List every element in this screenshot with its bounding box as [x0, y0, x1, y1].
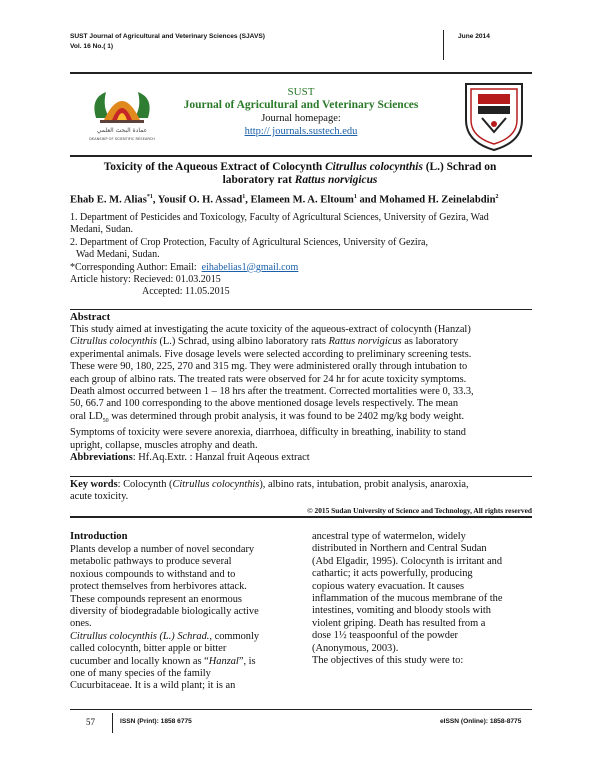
history-received: Article history: Recieved: 01.03.2015	[70, 274, 221, 286]
corresponding-author: *Corresponding Author: Email: eihabelias1@gmail.com	[70, 261, 299, 273]
author: Mohamed H. Zeinelabdin	[379, 194, 496, 206]
affiliation-2-line2: Wad Medani, Sudan.	[76, 249, 160, 261]
abstract-heading: Abstract	[70, 311, 111, 323]
abstract-top-rule	[70, 309, 532, 310]
intro-line: noxious compounds to withstand and to	[70, 568, 236, 580]
author: Ehab E. M. Alias	[70, 194, 147, 206]
intro-right-column	[312, 531, 532, 667]
intro-line: violent griping. Death has resulted from a	[312, 617, 486, 629]
abstract-line: Death almost occurred between 1 – 18 hrs after the treatment. Corrected mortalities were 0, 33.3,	[70, 386, 474, 398]
abstract-line: These were 90, 180, 225, 270 and 315 mg. They were administered orally through intubation to	[70, 361, 468, 373]
intro-line: cathartic; it acts powerfully, producing	[312, 568, 473, 580]
issn-online: eISSN (Online): 1858-8775	[440, 718, 522, 725]
crest-shield-icon	[466, 84, 522, 150]
abstract-body	[70, 324, 532, 465]
university-logo	[76, 78, 168, 148]
affiliation-2-line1: 2. Department of Crop Protection, Faculty of Agricultural Sciences, University of Gezira,	[70, 236, 428, 248]
intro-line: The objectives of this study were to:	[312, 655, 464, 667]
intro-line: metabolic pathways to produce several	[70, 556, 232, 568]
masthead-homepage-link[interactable]: http:// journals.sustech.edu	[244, 126, 358, 137]
intro-line: one of many species of the family	[70, 668, 211, 680]
sust-crest	[462, 80, 526, 152]
article-title-line2: laboratory rat Rattus norvigicus	[222, 174, 378, 186]
intro-line: ancestral type of watermelon, widely	[312, 531, 466, 542]
running-header-date: June 2014	[458, 33, 490, 40]
affiliation-1-line1: 1. Department of Pesticides and Toxicology, Faculty of Agricultural Sciences, University of Gezira, Wad	[70, 212, 489, 223]
intro-line: cucumber and locally known as “Hanzal”, is	[70, 655, 256, 667]
abstract-line: each group of albino rats. The treated rats were observed for 24 hr for acute toxicity symptoms.	[70, 373, 467, 385]
intro-line: These compounds represent an enormous	[70, 593, 242, 605]
intro-line: intestines, vomiting and bloody stools with	[312, 605, 491, 617]
affiliations	[70, 212, 540, 299]
svg-text:DEANSHIP OF SCIENTIFIC RESEARC: DEANSHIP OF SCIENTIFIC RESEARCH	[89, 137, 155, 141]
masthead-top-rule	[70, 72, 532, 74]
intro-line: Plants develop a number of novel secondary	[70, 544, 255, 555]
masthead-homepage-label: Journal homepage:	[261, 113, 341, 124]
intro-left-column	[70, 544, 292, 693]
intro-line: ones.	[70, 618, 92, 630]
running-header-journal: SUST Journal of Agricultural and Veterinary Sciences (SJAVS)	[70, 33, 265, 40]
svg-text:عمادة البحث العلمي: عمادة البحث العلمي	[96, 127, 148, 134]
intro-line: dose 1½ teaspoonful of the powder	[312, 630, 459, 642]
page-number: 57	[86, 717, 95, 727]
abstract-line: experimental animals. Five dosage levels were selected according to preliminary screening tests.	[70, 348, 472, 360]
intro-line: Cucurbitaceae. It is a wild plant; it is an	[70, 680, 236, 692]
issn-print: ISSN (Print): 1858 6775	[120, 718, 192, 725]
header-divider	[443, 30, 444, 60]
logo-emblem-icon	[94, 92, 149, 123]
abbreviations: Abbreviations: Hf.Aq.Extr. : Hanzal fruit Aqeous extract	[70, 452, 310, 464]
intro-line: protect themselves from herbivores attack.	[70, 581, 247, 593]
corresponding-email-link[interactable]: eihabelias1@gmail.com	[201, 261, 299, 273]
masthead-sust: SUST	[287, 86, 315, 98]
intro-line: called colocynth, bitter apple or bitter	[70, 643, 227, 655]
abstract-line: This study aimed at investigating the acute toxicity of the aqueous-extract of colocynth (Hanzal)	[70, 324, 471, 335]
intro-line: inflammation of the mucous membrane of the	[312, 593, 503, 605]
affiliation-1-line2: Medani, Sudan.	[70, 224, 134, 236]
footer-rule	[70, 709, 532, 710]
copyright-notice: © 2015 Sudan University of Science and Technology, All rights reserved	[307, 506, 532, 515]
abstract-line: oral $LD_{50}$ was determined through probit analysis, it was found to be 2402 mg/kg body weight.	[70, 410, 465, 424]
intro-line: (Anonymous, 2003).	[312, 642, 399, 654]
intro-line: (Abd Elgadir, 1995). Colocynth is irritant and	[312, 555, 503, 567]
intro-line: Citrullus colocynthis (L.) Schrad., commonly	[70, 630, 260, 642]
masthead-journal-name: Journal of Agricultural and Veterinary Sciences	[183, 99, 419, 111]
keywords: Key words: Colocynth (Citrullus colocynthis), albino rats, intubation, probit analysis, anaroxia, acute toxicity.	[70, 479, 469, 503]
history-accepted: Accepted: 11.05.2015	[142, 286, 230, 298]
author: Yousif O. H. Assad	[157, 194, 243, 206]
keywords-rule	[70, 476, 532, 477]
intro-line: distributed in Northern and Central Sudan	[312, 543, 487, 555]
introduction-heading: Introduction	[70, 531, 128, 542]
footer-divider	[112, 713, 113, 733]
intro-line: copious watery evacuation. It causes	[312, 580, 465, 592]
abstract-line: 50, 66.7 and 100 corresponding to the above mentioned dosage levels respectively. The mean	[70, 398, 459, 410]
abstract-line: Citrullus colocynthis (L.) Schrad, using albino laboratory rats Rattus norvigicus as laboratory	[70, 336, 459, 348]
abstract-line: upright, collapse, muscles atrophy and death.	[70, 439, 258, 451]
running-header-volume: Vol. 16 No.( 1)	[70, 43, 114, 50]
author: Elameen M. A. Eltoum	[250, 194, 354, 206]
article-title-line1: Toxicity of the Aqueous Extract of Colocynth Citrullus colocynthis (L.) Schrad on	[103, 161, 497, 173]
intro-line: diversity of biodegradable biologically active	[70, 606, 259, 618]
copyright-rule	[70, 516, 532, 518]
masthead-bottom-rule	[70, 155, 532, 157]
author-list: Ehab E. M. Alias$^{*1}$, Yousif O. H. Assad$^1$, Elameen M. A. Eltoum$^1$ and Mohamed H. Zeinelabdin$^2$	[70, 194, 499, 206]
abstract-line: Symptoms of toxicity were severe anorexia, diarrhoea, difficulty in breathing, inability to stand	[70, 427, 466, 439]
